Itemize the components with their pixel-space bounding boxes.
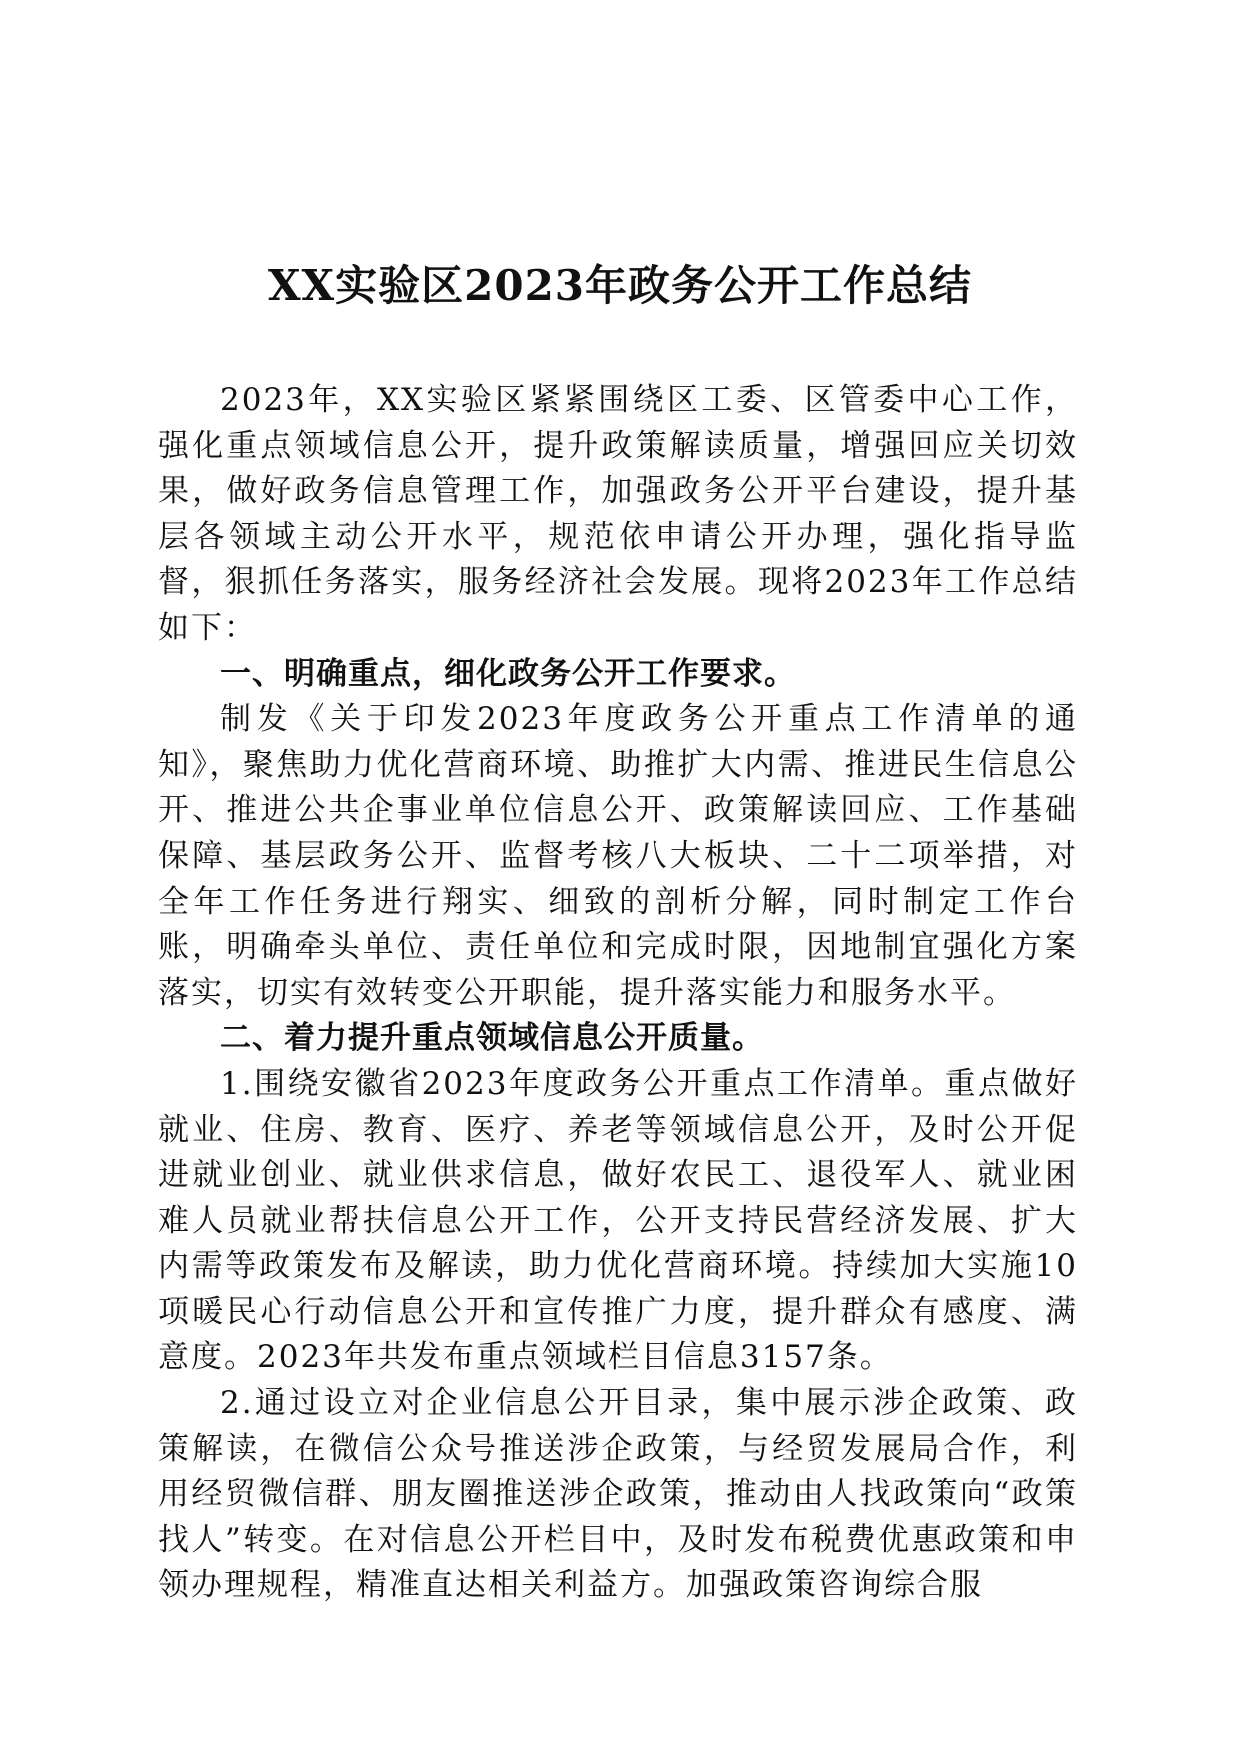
section-2-item-2: 2.通过设立对企业信息公开目录，集中展示涉企政策、政策解读，在微信公众号推送涉企政策，与经贸发展局合作，利用经贸微信群、朋友圈推送涉企政策，推动由人找政策向“政策找人”转变。在对信息公开栏目中，及时发布税费优惠政策和申领办理规程，精准直达相关利益方。加强政策咨询综合服	[158, 1385, 1078, 1604]
intro-paragraph: 2023年，XX实验区紧紧围绕区工委、区管委中心工作，强化重点领域信息公开，提升政策解读质量，增强回应关切效果，做好政务信息管理工作，加强政务公开平台建设，提升基层各领域主动公开水平，规范依申请公开办理，强化指导监督，狠抓任务落实，服务经济社会发展。现将2023年工作总结如下：	[158, 382, 1078, 646]
document-title: XX实验区2023年政务公开工作总结	[267, 261, 973, 311]
section-heading-1: 一、明确重点，细化政务公开工作要求。	[220, 655, 796, 692]
section-1-paragraph: 制发《关于印发2023年度政务公开重点工作清单的通知》，聚焦助力优化营商环境、助推扩大内需、推进民生信息公开、推进公共企事业单位信息公开、政策解读回应、工作基础保障、基层政务公开、监督考核八大板块、二十二项举措，对全年工作任务进行翔实、细致的剖析分解，同时制定工作台账，明确牵头单位、责任单位和完成时限，因地制宜强化方案落实，切实有效转变公开职能，提升落实能力和服务水平。	[158, 701, 1078, 1011]
section-heading-2: 二、着力提升重点领域信息公开质量。	[220, 1020, 764, 1057]
document-body	[158, 378, 1078, 1609]
section-2-item-1: 1.围绕安徽省2023年度政务公开重点工作清单。重点做好就业、住房、教育、医疗、养老等领域信息公开，及时公开促进就业创业、就业供求信息，做好农民工、退役军人、就业困难人员就业帮扶信息公开工作，公开支持民营经济发展、扩大内需等政策发布及解读，助力优化营商环境。持续加大实施10项暖民心行动信息公开和宣传推广力度，提升群众有感度、满意度。2023年共发布重点领域栏目信息3157条。	[158, 1065, 1078, 1376]
